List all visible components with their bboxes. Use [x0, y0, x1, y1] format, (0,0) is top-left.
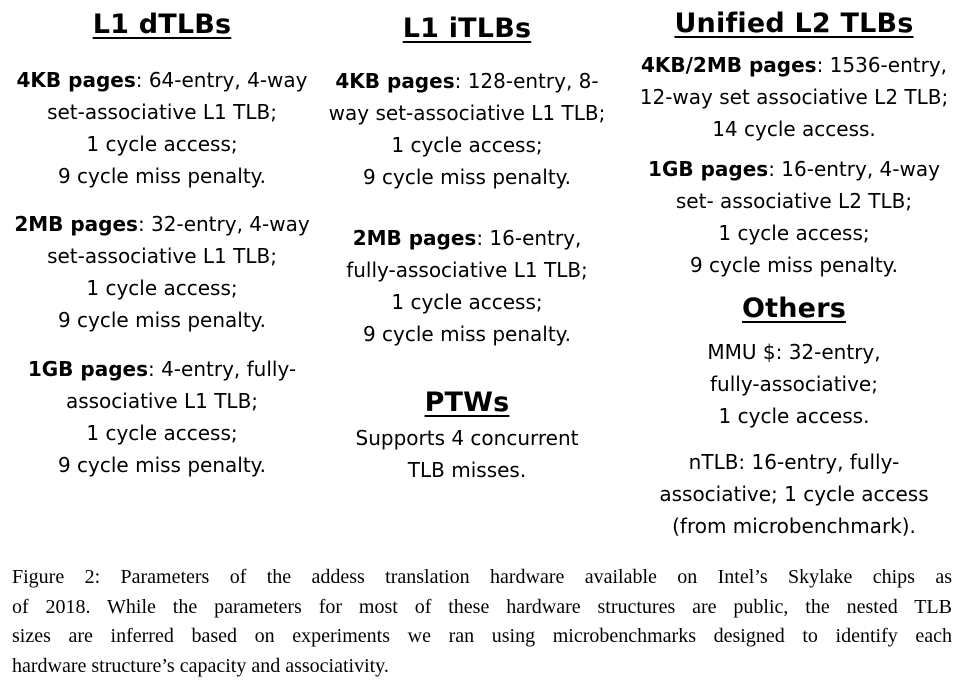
l2-1gb-label: 1GB pages [648, 157, 769, 181]
l1-itlbs-2mb-block [318, 222, 616, 350]
figure-caption [12, 563, 952, 681]
l1-itlbs-4kb-line-2: way set-associative L1 TLB; [328, 101, 606, 125]
l1-dtlbs-1gb-line-1: : 4-entry, fully- [147, 357, 297, 381]
mmu-line-3: 1 cycle access. [718, 404, 870, 428]
l1-dtlbs-1gb-line-3: 1 cycle access; [86, 421, 238, 445]
l1-itlbs-4kb-line-3: 1 cycle access; [391, 133, 543, 157]
ptws-block [318, 422, 616, 486]
ntlb-line-2: associative; 1 cycle access [659, 482, 929, 506]
l2-1gb-line-1: : 16-entry, 4-way [768, 157, 940, 181]
l1-dtlbs-2mb-label: 2MB pages [14, 212, 138, 236]
mmu-line-2: fully-associative; [710, 372, 878, 396]
l1-itlbs-4kb-block [318, 65, 616, 193]
l1-itlbs-4kb-label: 4KB pages [335, 69, 455, 93]
l2-4kb-2mb-block [628, 49, 960, 145]
l1-itlbs-2mb-line-4: 9 cycle miss penalty. [362, 322, 572, 346]
l1-dtlbs-1gb-block [6, 353, 318, 481]
l2-4kb-2mb-label: 4KB/2MB pages [640, 53, 817, 77]
caption-line-3: sizes are inferred based on experiments we ran using microbenchmarks designed to identify each [12, 625, 952, 647]
mmu-cache-block [628, 336, 960, 432]
l1-itlbs-heading: L1 iTLBs [402, 13, 532, 44]
l1-dtlbs-2mb-line-3: 1 cycle access; [86, 276, 238, 300]
ntlb-line-3: (from microbenchmark). [672, 514, 916, 538]
l2-4kb-2mb-line-2: 12-way set associative L2 TLB; [639, 85, 949, 109]
ptws-heading: PTWs [424, 387, 510, 418]
l1-dtlbs-4kb-line-2: set-associative L1 TLB; [47, 100, 277, 124]
l1-dtlbs-2mb-line-2: set-associative L1 TLB; [47, 244, 277, 268]
l1-dtlbs-1gb-label: 1GB pages [27, 357, 148, 381]
caption-line-1: Figure 2: Parameters of the addess translation hardware available on Intel’s Skylake chips as [12, 566, 952, 588]
l1-itlbs-2mb-line-3: 1 cycle access; [391, 290, 543, 314]
caption-line-4: hardware structure’s capacity and associativity. [12, 654, 389, 677]
others-heading: Others [742, 293, 846, 324]
l1-itlbs-2mb-label: 2MB pages [352, 226, 477, 250]
l1-dtlbs-heading: L1 dTLBs [92, 9, 232, 40]
ptws-line-1: Supports 4 concurrent [355, 426, 579, 450]
ntlb-line-1: nTLB: 16-entry, fully- [688, 450, 900, 474]
l1-dtlbs-2mb-line-4: 9 cycle miss penalty. [57, 308, 267, 332]
l2-4kb-2mb-line-1: : 1536-entry, [816, 53, 948, 77]
ptws-line-2: TLB misses. [407, 458, 527, 482]
l1-dtlbs-1gb-line-2: associative L1 TLB; [65, 389, 259, 413]
caption-line-2: of 2018. While the parameters for most of these hardware structures are public, the nested TLB [12, 595, 952, 618]
l1-itlbs-2mb-line-2: fully-associative L1 TLB; [346, 258, 588, 282]
l2-1gb-line-4: 9 cycle miss penalty. [689, 253, 899, 277]
l1-dtlbs-2mb-block [6, 208, 318, 336]
unified-l2-tlbs-heading: Unified L2 TLBs [674, 8, 914, 39]
l1-dtlbs-4kb-line-4: 9 cycle miss penalty. [57, 164, 267, 188]
l1-dtlbs-4kb-line-1: : 64-entry, 4-way [135, 68, 308, 92]
mmu-line-1: MMU $: 32-entry, [707, 340, 881, 364]
l2-1gb-line-2: set- associative L2 TLB; [675, 189, 913, 213]
l1-dtlbs-2mb-line-1: : 32-entry, 4-way [137, 212, 310, 236]
ntlb-block [628, 446, 960, 542]
l1-dtlbs-1gb-line-4: 9 cycle miss penalty. [57, 453, 267, 477]
l1-itlbs-4kb-line-1: : 128-entry, 8- [454, 69, 599, 93]
l1-dtlbs-4kb-label: 4KB pages [16, 68, 136, 92]
l1-dtlbs-4kb-block [6, 64, 318, 192]
l2-1gb-block [628, 153, 960, 281]
l2-4kb-2mb-line-3: 14 cycle access. [712, 117, 876, 141]
l1-itlbs-2mb-line-1: : 16-entry, [476, 226, 582, 250]
l1-itlbs-4kb-line-4: 9 cycle miss penalty. [362, 165, 572, 189]
l1-dtlbs-4kb-line-3: 1 cycle access; [86, 132, 238, 156]
l2-1gb-line-3: 1 cycle access; [718, 221, 870, 245]
